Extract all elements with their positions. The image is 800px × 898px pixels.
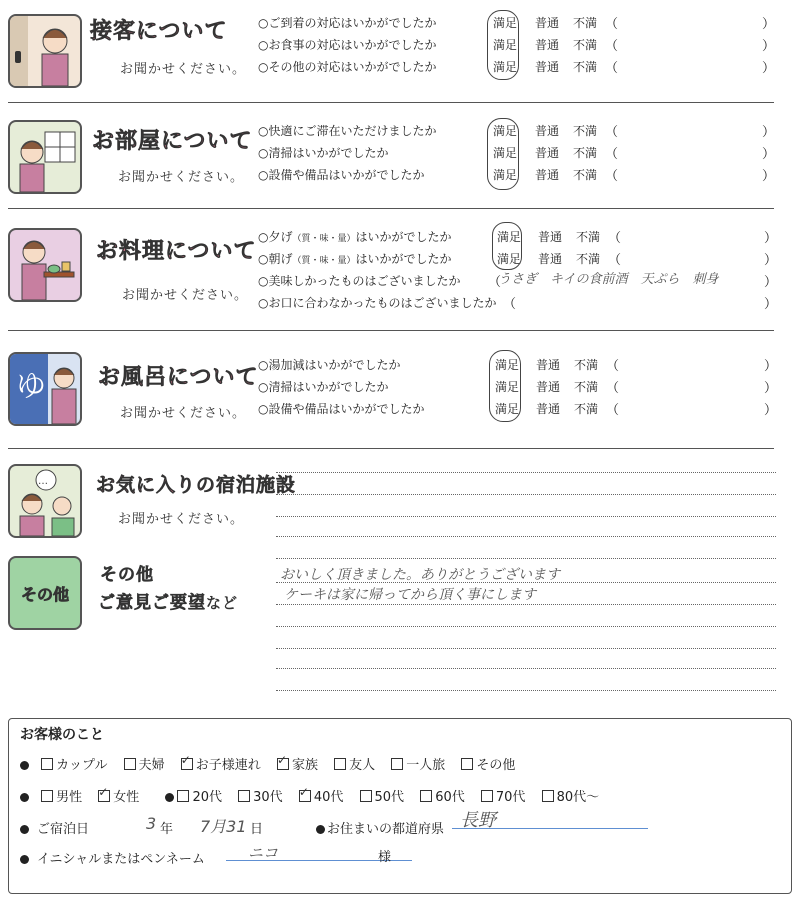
close-paren: ） <box>764 231 778 246</box>
checkbox-icon[interactable] <box>41 790 53 802</box>
bath-illustration <box>8 352 82 426</box>
age-option[interactable] <box>360 790 405 805</box>
rating-normal[interactable]: 普通 <box>536 380 561 394</box>
close-paren: ） <box>764 253 778 268</box>
rating-satisfied[interactable]: 満足 <box>493 124 518 138</box>
rating-unsatisfied[interactable]: 不満 <box>576 230 601 244</box>
service-q3: ○その他の対応はいかがでしたか <box>258 60 437 74</box>
rating-satisfied[interactable]: 満足 <box>493 146 518 160</box>
bullet-icon <box>20 761 29 770</box>
room-title: お部屋について <box>92 129 253 154</box>
rating-unsatisfied[interactable]: 不満 <box>576 252 601 266</box>
rating-unsatisfied[interactable]: 不満 <box>574 358 599 372</box>
rating-satisfied[interactable]: 満足 <box>495 380 520 394</box>
open-paren: （ <box>605 61 619 76</box>
age-label: 80代〜 <box>556 790 600 805</box>
close-paren: ） <box>762 61 776 76</box>
section-divider <box>8 208 774 209</box>
stay-date-row <box>20 818 89 837</box>
close-paren: ） <box>762 169 776 184</box>
age-label: 50代 <box>374 790 405 805</box>
checkbox-checked-icon[interactable] <box>181 758 193 770</box>
other-answer-line[interactable] <box>276 668 776 669</box>
prefecture-value[interactable]: 長野 <box>460 810 496 831</box>
rating-normal[interactable]: 普通 <box>536 402 561 416</box>
close-paren: ） <box>764 297 778 312</box>
age-option[interactable] <box>238 790 283 805</box>
companion-label: その他 <box>476 758 516 773</box>
food-q2-label: ○朝げ <box>258 252 293 266</box>
rating-normal[interactable]: 普通 <box>538 230 563 244</box>
gender-option[interactable] <box>98 790 139 805</box>
year-unit: 年 <box>160 822 174 837</box>
rating-satisfied[interactable]: 満足 <box>493 60 518 74</box>
rating-unsatisfied[interactable]: 不満 <box>574 402 599 416</box>
bullet-icon <box>165 793 174 802</box>
gender-option[interactable] <box>41 790 82 805</box>
other-badge <box>8 556 82 630</box>
gender-age-row <box>20 786 599 805</box>
customer-info-box <box>8 718 792 894</box>
other-title-line2 <box>98 588 238 613</box>
age-label: 70代 <box>495 790 526 805</box>
bath-q2: ○清掃はいかがでしたか <box>258 380 389 394</box>
age-label: 30代 <box>253 790 283 805</box>
section-divider <box>8 448 774 449</box>
other-answer-line[interactable] <box>276 626 776 627</box>
rating-unsatisfied[interactable]: 不満 <box>573 168 598 182</box>
food-q1 <box>258 228 452 245</box>
food-q4: ○お口に合わなかったものはございましたか <box>258 296 497 310</box>
food-q2-note: （質・味・量） <box>292 256 356 266</box>
day-unit: 日 <box>250 822 264 837</box>
favorite-food-answer: うさぎ キイの食前酒 天ぷら 刺身 <box>498 272 719 287</box>
handwritten-circle-mark <box>492 222 522 270</box>
companion-option[interactable] <box>277 758 318 773</box>
age-option[interactable] <box>299 790 344 805</box>
open-paren: （ <box>488 275 502 290</box>
gender-label: 女性 <box>113 790 140 805</box>
service-subtitle: お聞かせください。 <box>120 62 247 77</box>
checkbox-icon[interactable] <box>481 790 493 802</box>
open-paren: （ <box>503 297 517 312</box>
service-q2: ○お食事の対応はいかがでしたか <box>258 38 437 52</box>
bullet-icon <box>20 855 29 864</box>
rating-unsatisfied[interactable]: 不満 <box>573 16 598 30</box>
companion-option[interactable] <box>41 758 107 773</box>
rating-satisfied[interactable]: 満足 <box>495 358 520 372</box>
rating-satisfied[interactable]: 満足 <box>495 402 520 416</box>
checkbox-checked-icon[interactable] <box>98 790 110 802</box>
stay-year-value[interactable]: 3 <box>146 814 157 833</box>
section-divider <box>8 330 774 331</box>
stay-month-day-value[interactable]: 7月31 <box>200 817 247 836</box>
handwritten-circle-mark <box>487 10 519 80</box>
bath-title: お風呂について <box>98 365 259 390</box>
other-answer-line[interactable] <box>276 648 776 649</box>
initial-row <box>20 848 205 867</box>
checkbox-icon[interactable] <box>391 758 403 770</box>
close-paren: ） <box>764 359 778 374</box>
favorite-illustration <box>8 464 82 538</box>
other-title-line1: その他 <box>100 565 154 585</box>
room-q2: ○清掃はいかがでしたか <box>258 146 389 160</box>
favorite-answer-line[interactable] <box>276 536 776 537</box>
gender-label: 男性 <box>56 790 83 805</box>
food-q2-suffix: はいかがでしたか <box>355 252 452 266</box>
age-option[interactable] <box>420 790 465 805</box>
age-option[interactable] <box>542 790 600 805</box>
favorite-answer-line[interactable] <box>276 516 776 517</box>
bullet-icon <box>20 825 29 834</box>
service-q1: ○ご到着の対応はいかがでしたか <box>258 16 437 30</box>
checkbox-icon[interactable] <box>542 790 554 802</box>
age-label: 60代 <box>435 790 465 805</box>
checkbox-icon[interactable] <box>238 790 250 802</box>
rating-normal[interactable]: 普通 <box>535 60 560 74</box>
other-title-main: ご意見ご要望 <box>98 593 206 613</box>
checkbox-icon[interactable] <box>461 758 473 770</box>
favorite-title: お気に入りの宿泊施設 <box>96 474 297 496</box>
handwritten-circle-mark <box>487 118 519 190</box>
companion-option[interactable] <box>181 758 261 773</box>
open-paren: （ <box>605 39 619 54</box>
food-illustration <box>8 228 82 302</box>
open-paren: （ <box>605 147 619 162</box>
close-paren: ） <box>764 403 778 418</box>
checkbox-checked-icon[interactable] <box>299 790 311 802</box>
age-option[interactable] <box>481 790 526 805</box>
checkbox-icon[interactable] <box>41 758 53 770</box>
initial-value[interactable]: ニコ <box>248 844 279 862</box>
rating-normal[interactable]: 普通 <box>536 358 561 372</box>
checkbox-icon[interactable] <box>124 758 136 770</box>
open-paren: （ <box>608 231 622 246</box>
room-q3: ○設備や備品はいかがでしたか <box>258 168 425 182</box>
food-title: お料理について <box>96 239 257 264</box>
rating-satisfied[interactable]: 満足 <box>497 230 522 244</box>
reception-illustration <box>8 14 82 88</box>
rating-unsatisfied[interactable]: 不満 <box>574 380 599 394</box>
section-divider <box>8 102 774 103</box>
age-label: 40代 <box>313 790 344 805</box>
rating-normal[interactable]: 普通 <box>535 16 560 30</box>
companion-label: お子様連れ <box>195 758 261 773</box>
age-option[interactable] <box>165 790 222 805</box>
companion-option[interactable] <box>391 758 445 773</box>
bullet-icon <box>316 825 325 834</box>
companion-row <box>20 754 515 773</box>
close-paren: ） <box>762 39 776 54</box>
open-paren: （ <box>606 359 620 374</box>
rating-normal[interactable]: 普通 <box>535 168 560 182</box>
rating-normal[interactable]: 普通 <box>535 38 560 52</box>
bath-noren-glyph: ゆ <box>16 369 46 404</box>
companion-option[interactable] <box>334 758 375 773</box>
food-q1-note: （質・味・量） <box>292 234 356 244</box>
food-q1-suffix: はいかがでしたか <box>355 230 452 244</box>
comment-line-1: おいしく頂きました。ありがとうございます <box>280 567 560 583</box>
initial-label: イニシャルまたはペンネーム <box>37 852 205 867</box>
rating-normal[interactable]: 普通 <box>538 252 563 266</box>
favorite-subtitle: お聞かせください。 <box>118 512 245 527</box>
comment-line-2: ケーキは家に帰ってから頂く事にします <box>284 587 536 603</box>
companion-label: カップル <box>56 758 108 773</box>
checkbox-checked-icon[interactable] <box>277 758 289 770</box>
rating-unsatisfied[interactable]: 不満 <box>573 60 598 74</box>
honorific: 様 <box>378 850 392 865</box>
bath-q1: ○湯加減はいかがでしたか <box>258 358 401 372</box>
companion-label: 一人旅 <box>406 758 446 773</box>
customer-title: お客様のこと <box>20 727 104 743</box>
open-paren: （ <box>605 125 619 140</box>
bath-q3: ○設備や備品はいかがでしたか <box>258 402 425 416</box>
open-paren: （ <box>606 381 620 396</box>
rating-normal[interactable]: 普通 <box>535 146 560 160</box>
prefecture-label: お住まいの都道府県 <box>327 822 445 837</box>
bath-subtitle: お聞かせください。 <box>120 406 247 421</box>
bullet-icon <box>20 793 29 802</box>
service-title: 接客について <box>90 19 228 44</box>
companion-label: 家族 <box>291 758 318 773</box>
open-paren: （ <box>605 17 619 32</box>
companion-label: 夫婦 <box>138 758 165 773</box>
favorite-answer-line[interactable] <box>276 494 776 495</box>
other-answer-line[interactable] <box>276 690 776 691</box>
stay-date-label: ご宿泊日 <box>37 822 90 837</box>
companion-label: 友人 <box>349 758 376 773</box>
close-paren: ） <box>762 17 776 32</box>
food-q2 <box>258 250 452 267</box>
checkbox-icon[interactable] <box>420 790 432 802</box>
rating-unsatisfied[interactable]: 不満 <box>573 124 598 138</box>
rating-normal[interactable]: 普通 <box>535 124 560 138</box>
rating-unsatisfied[interactable]: 不満 <box>573 146 598 160</box>
food-q3: ○美味しかったものはございましたか <box>258 274 461 288</box>
rating-unsatisfied[interactable]: 不満 <box>573 38 598 52</box>
room-illustration <box>8 120 82 194</box>
favorite-answer-line[interactable] <box>276 472 776 473</box>
close-paren: ） <box>762 125 776 140</box>
age-label: 20代 <box>192 790 222 805</box>
companion-option[interactable] <box>124 758 165 773</box>
open-paren: （ <box>605 169 619 184</box>
other-badge-label: その他 <box>20 584 69 604</box>
prefecture-underline <box>452 828 648 829</box>
room-q1: ○快適にご滞在いただけましたか <box>258 124 437 138</box>
open-paren: （ <box>608 253 622 268</box>
companion-option[interactable] <box>461 758 515 773</box>
room-subtitle: お聞かせください。 <box>118 170 245 185</box>
checkbox-icon[interactable] <box>360 790 372 802</box>
close-paren: ） <box>764 275 778 290</box>
other-answer-line[interactable] <box>276 558 776 559</box>
food-subtitle: お聞かせください。 <box>122 288 249 303</box>
other-answer-line[interactable] <box>276 604 776 605</box>
rating-satisfied[interactable]: 満足 <box>493 168 518 182</box>
handwritten-circle-mark <box>489 350 521 422</box>
rating-satisfied[interactable]: 満足 <box>493 16 518 30</box>
prefecture-row <box>316 818 444 837</box>
rating-satisfied[interactable]: 満足 <box>497 252 522 266</box>
food-q1-label: ○夕げ <box>258 230 293 244</box>
open-paren: （ <box>606 403 620 418</box>
close-paren: ） <box>762 147 776 162</box>
rating-satisfied[interactable]: 満足 <box>493 38 518 52</box>
svg-text:…: … <box>38 476 48 487</box>
other-title-suffix: など <box>206 594 239 612</box>
checkbox-icon[interactable] <box>334 758 346 770</box>
close-paren: ） <box>764 381 778 396</box>
checkbox-icon[interactable] <box>177 790 189 802</box>
